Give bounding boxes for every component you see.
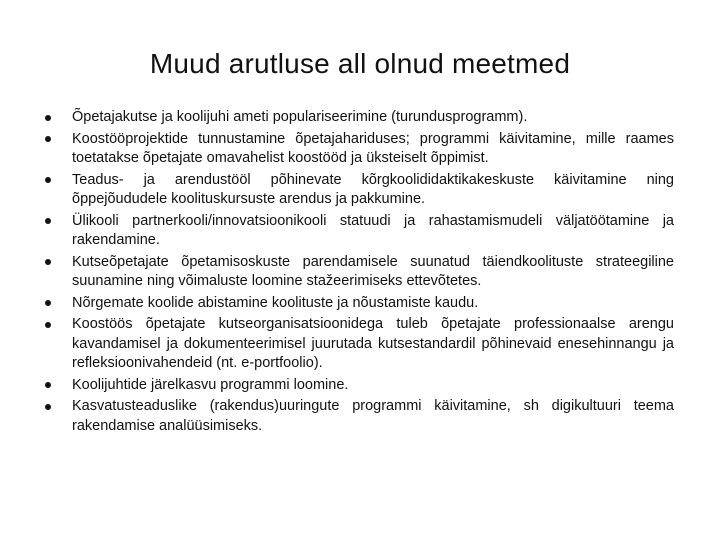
list-item [44, 130, 674, 169]
bullet-icon [45, 218, 51, 224]
list-item [44, 397, 674, 436]
slide-title: Muud arutluse all olnud meetmed [149, 48, 571, 79]
bullet-icon [45, 115, 51, 121]
list-item [44, 171, 674, 210]
bullet-icon [45, 382, 51, 388]
bullet-icon [45, 259, 51, 265]
list-item [44, 253, 674, 292]
bullet-list [44, 108, 674, 438]
list-item-text: Koostööprojektide tunnustamine õpetajahariduses; programmi käivitamine, mille raames toetatakse õpetajate omavahelist koostööd ja üksteiselt õppimist. [72, 130, 674, 166]
list-item-text: Kasvatusteaduslike (rakendus)uuringute programmi käivitamine, sh digikultuuri teema rakendamise analüüsimiseks. [72, 398, 674, 434]
list-item [44, 315, 674, 374]
list-item-text: Teadus- ja arendustööl põhinevate kõrgkoolididaktikakeskuste käivitamine ning õppejõududele koolituskursuste arendus ja pakkumine. [72, 171, 674, 207]
list-item-text: Koostöös õpetajate kutseorganisatsioonidega tuleb õpetajate professionaalse arengu kavandamisel ja dokumenteerimisel juurutada kutsestandardil põhinevaid enesehinnangu ja refleksioonivahendeid (nt. e-portfoolio). [72, 316, 674, 371]
list-item [44, 212, 674, 251]
list-item-text: Õpetajakutse ja koolijuhi ameti populariseerimine (turundusprogramm). [72, 109, 528, 125]
list-item [44, 108, 674, 128]
list-item-text: Nõrgemate koolide abistamine koolituste ja nõustamiste kaudu. [72, 294, 479, 311]
bullet-icon [45, 322, 51, 328]
list-item [44, 376, 674, 396]
bullet-icon [45, 300, 51, 306]
list-item-text: Ülikooli partnerkooli/innovatsioonikooli statuudi ja rahastamismudeli väljatöötamine ja rakendamine. [72, 212, 674, 248]
list-item-text: Koolijuhtide järelkasvu programmi loomine. [72, 376, 349, 393]
list-item-text: Kutseõpetajate õpetamisoskuste parendamisele suunatud täiendkoolituste strateegiline suunamine ning võimaluste loomine stažeerimiseks ettevõtetes. [72, 253, 674, 289]
bullet-icon [45, 404, 51, 410]
list-item [44, 294, 674, 314]
bullet-icon [45, 136, 51, 142]
bullet-icon [45, 177, 51, 183]
